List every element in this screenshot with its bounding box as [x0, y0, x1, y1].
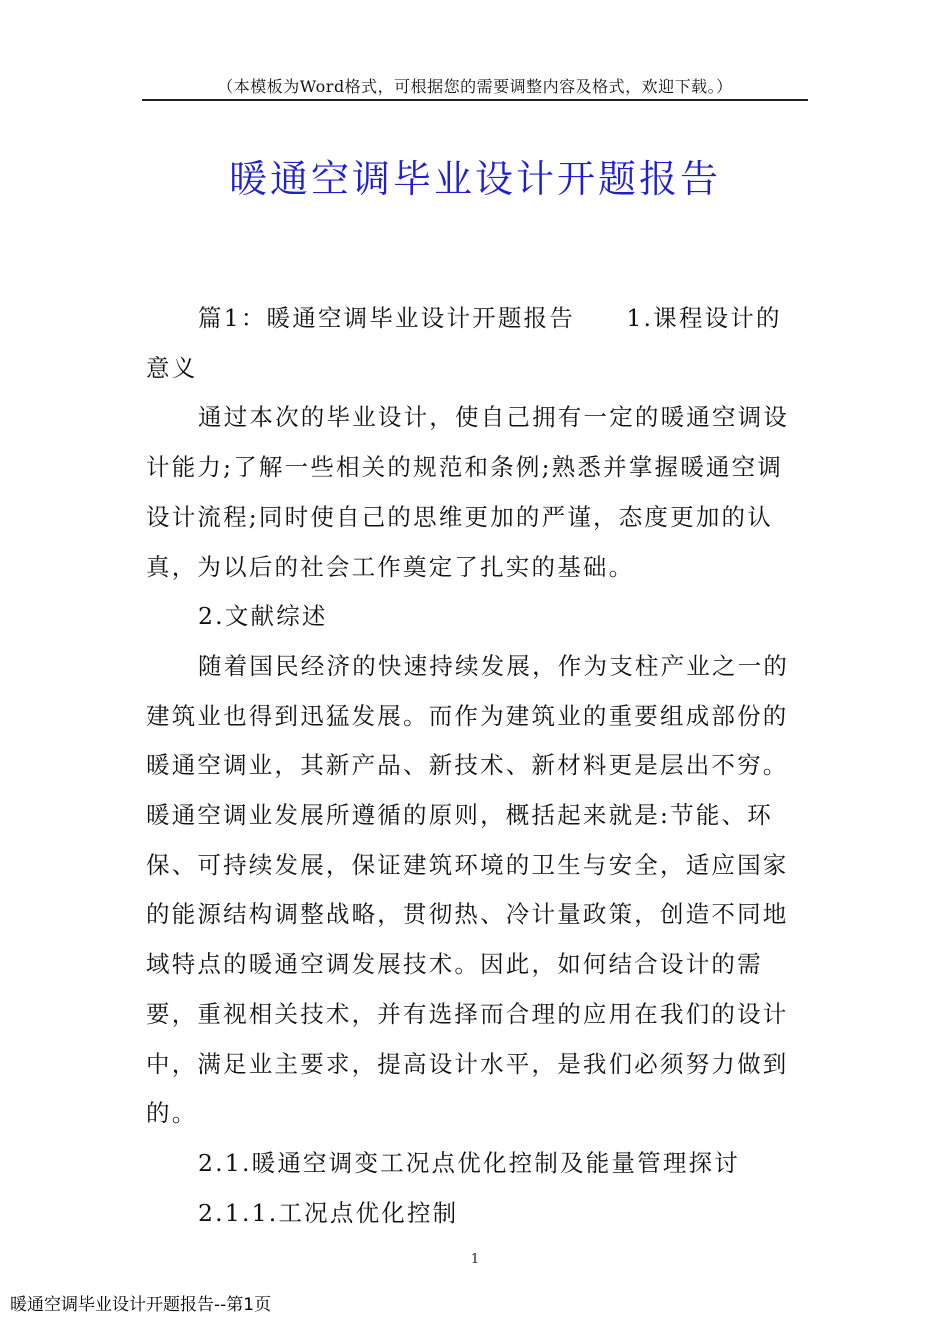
- page-footer: 暖通空调毕业设计开题报告--第1页: [10, 1295, 272, 1315]
- document-title: 暖通空调毕业设计开题报告: [228, 157, 721, 201]
- template-note: （本模板为Word格式，可根据您的需要调整内容及格式，欢迎下载。）: [217, 77, 733, 96]
- section-heading-2-1: 2.1.暖通空调变工况点优化控制及能量管理探讨: [198, 1148, 740, 1177]
- section-heading-1: 篇1：暖通空调毕业设计开题报告 1.课程设计的意义: [146, 304, 782, 382]
- paragraph: 通过本次的毕业设计，使自己拥有一定的暖通空调设计能力;了解一些相关的规范和条例;熟悉并掌握暖通空调设计流程;同时使自己的思维更加的严谨，态度更加的认真，为以后的社会工作奠定了扎实的基础。: [146, 403, 790, 581]
- section-heading-2: 2.文献综述: [198, 602, 328, 631]
- section-heading-2-1-1: 2.1.1.工况点优化控制: [198, 1198, 459, 1227]
- header-rule: [142, 99, 808, 101]
- page-number: 1: [470, 1252, 480, 1267]
- document-body: [146, 294, 806, 1238]
- paragraph: 随着国民经济的快速持续发展，作为支柱产业之一的建筑业也得到迅猛发展。而作为建筑业的重要组成部份的暖通空调业，其新产品、新技术、新材料更是层出不穷。暖通空调业发展所遵循的原则，概括起来就是:节能、环保、可持续发展，保证建筑环境的卫生与安全，适应国家的能源结构调整战略，贯彻热、冷计量政策，创造不同地域特点的暖通空调发展技术。因此，如何结合设计的需要，重视相关技术，并有选择而合理的应用在我们的设计中，满足业主要求，提高设计水平，是我们必须努力做到的。: [146, 651, 790, 1128]
